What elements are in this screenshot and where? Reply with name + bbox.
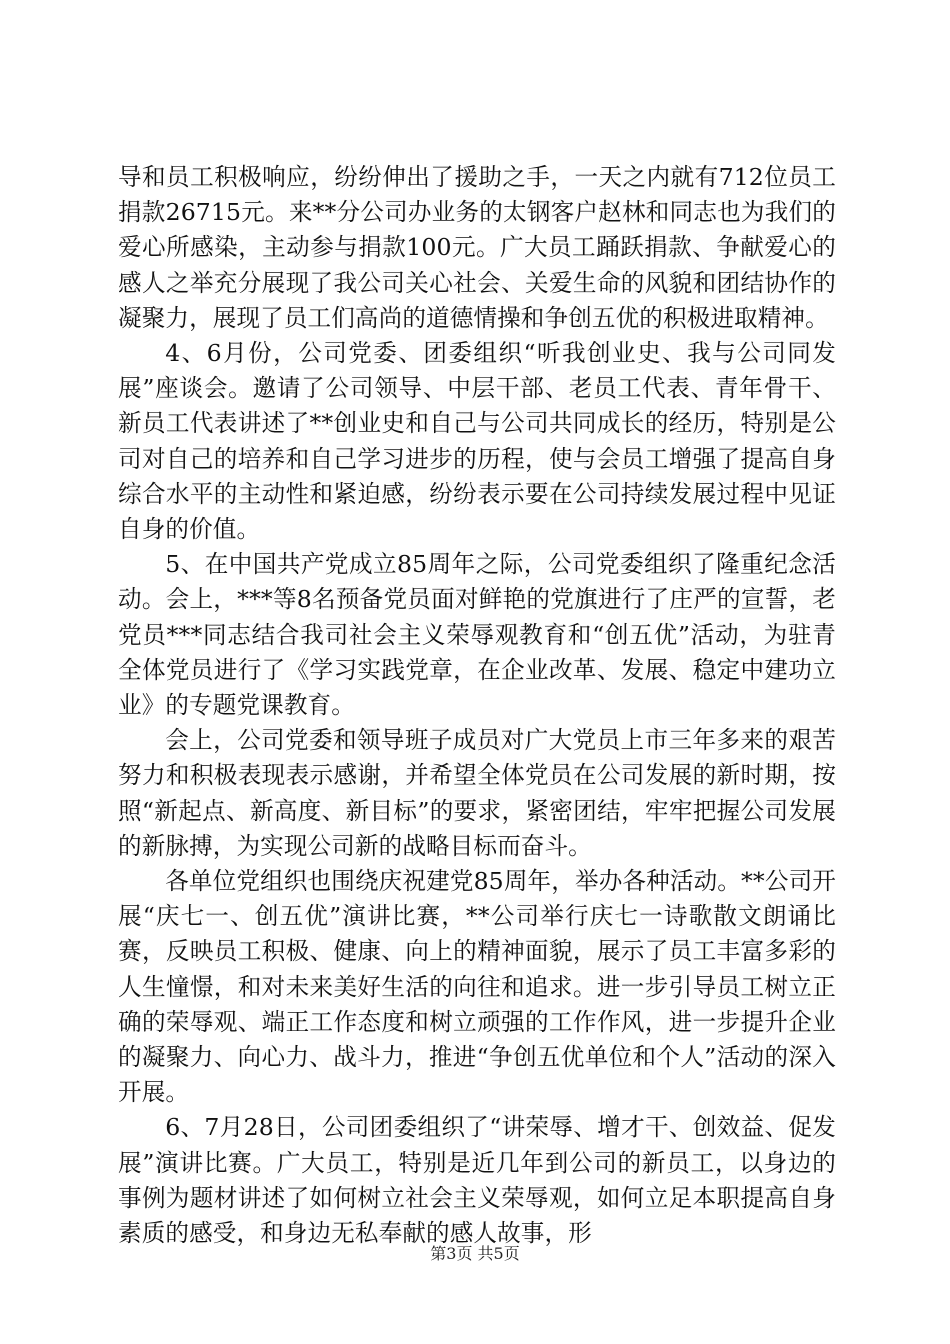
paragraph-item-6-speech-contest: 6、7月28日，公司团委组织了“讲荣辱、增才干、创效益、促发展”演讲比赛。广大员工，特别是近几年到公司的新员工，以身边的事例为题材讲述了如何树立社会主义荣辱观，如何立足本职提高自身素质的感受，和身边无私奉献的感人故事，形 (118, 1113, 836, 1248)
page-number-footer: 第3页 共5页 (430, 1244, 520, 1263)
document-body (118, 160, 836, 1251)
paragraph-meeting-thanks: 会上，公司党委和领导班子成员对广大党员上市三年多来的艰苦努力和积极表现表示感谢，并希望全体党员在公司发展的新时期，按照“新起点、新高度、新目标”的要求，紧密团结，牢牢把握公司发展的新脉搏，为实现公司新的战略目标而奋斗。 (118, 726, 836, 860)
paragraph-donation-continued: 导和员工积极响应，纷纷伸出了援助之手，一天之内就有712位员工捐款26715元。来**分公司办业务的太钢客户赵林和同志也为我们的爱心所感染，主动参与捐款100元。广大员工踊跃捐款、争献爱心的感人之举充分展现了我公司关心社会、关爱生命的风貌和团结协作的凝聚力，展现了员工们高尚的道德情操和争创五优的积极进取精神。 (118, 163, 836, 332)
paragraph-item-5-party-anniversary: 5、在中国共产党成立85周年之际，公司党委组织了隆重纪念活动。会上，***等8名预备党员面对鲜艳的党旗进行了庄严的宣誓，老党员***同志结合我司社会主义荣辱观教育和“创五优”活动，为驻青全体党员进行了《学习实践党章，在企业改革、发展、稳定中建功立业》的专题党课教育。 (118, 550, 836, 720)
paragraph-unit-activities: 各单位党组织也围绕庆祝建党85周年，举办各种活动。**公司开展“庆七一、创五优”演讲比赛，**公司举行庆七一诗歌散文朗诵比赛，反映员工积极、健康、向上的精神面貌，展示了员工丰富多彩的人生憧憬，和对未来美好生活的向往和追求。进一步引导员工树立正确的荣辱观、端正工作态度和树立顽强的工作作风，进一步提升企业的凝聚力、向心力、战斗力，推进“争创五优单位和个人”活动的深入开展。 (118, 867, 836, 1107)
paragraph-item-4-forum: 4、6月份，公司党委、团委组织“听我创业史、我与公司同发展”座谈会。邀请了公司领导、中层干部、老员工代表、青年骨干、新员工代表讲述了**创业史和自己与公司共同成长的经历，特别是公司对自己的培养和自己学习进步的历程，使与会员工增强了提高自身综合水平的主动性和紧迫感，纷纷表示要在公司持续发展过程中见证自身的价值。 (118, 339, 836, 544)
